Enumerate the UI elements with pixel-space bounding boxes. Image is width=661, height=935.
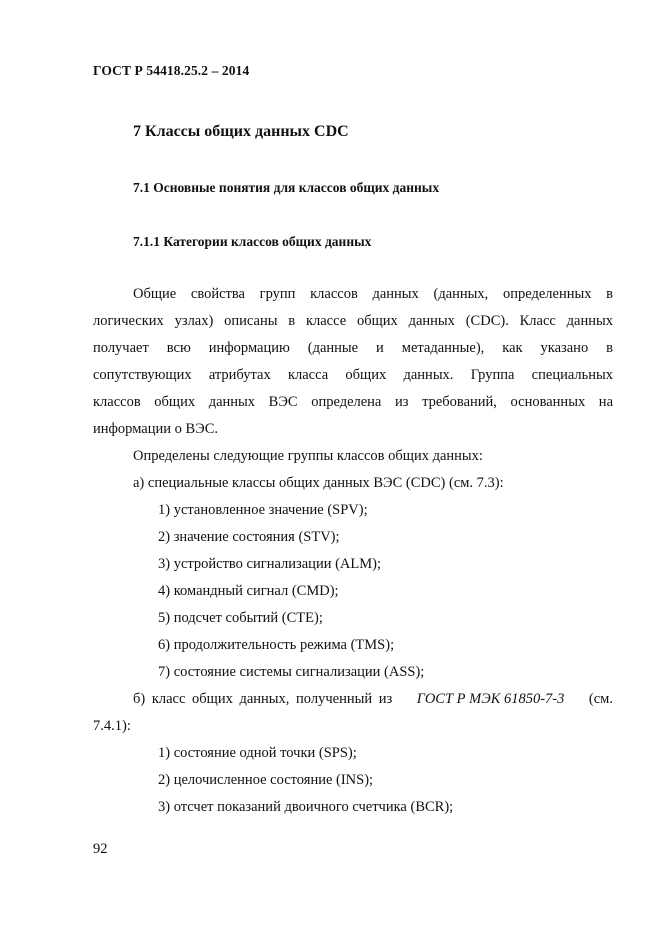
section-title: 7 Классы общих данных CDC (133, 123, 349, 140)
list-item: 7) состояние системы сигнализации (ASS); (158, 664, 425, 680)
list-item: 3) отсчет показаний двоичного счетчика (BCR); (158, 799, 454, 815)
paragraph-intro: Определены следующие группы классов общих данных: (133, 448, 483, 464)
paragraph-line: получает всю информацию (данные и метаданные), как указано в (93, 340, 613, 356)
list-item: 1) состояние одной точки (SPS); (158, 745, 357, 761)
list-item: 6) продолжительность режима (TMS); (158, 637, 395, 653)
paragraph-line: логических узлах) описаны в классе общих данных (CDC). Класс данных (93, 313, 613, 329)
paragraph-line: сопутствующих атрибутах класса общих данных. Группа специальных (93, 367, 613, 383)
list-item: 3) устройство сигнализации (ALM); (158, 556, 381, 572)
subsubsection-title: 7.1.1 Категории классов общих данных (133, 234, 372, 249)
list-item: 5) подсчет событий (CTE); (158, 610, 323, 626)
document-code-header: ГОСТ Р 54418.25.2 – 2014 (93, 63, 250, 78)
paragraph-line: информации о ВЭС. (93, 421, 219, 437)
list-group-a-title: а) специальные классы общих данных ВЭС (CDC) (см. 7.3): (133, 475, 504, 491)
page-number: 92 (93, 841, 108, 857)
paragraph-line: Общие свойства групп классов данных (данных, определенных в (133, 286, 613, 302)
list-item: 1) установленное значение (SPV); (158, 502, 368, 518)
list-group-b-title-continuation: 7.4.1): (93, 718, 131, 734)
paragraph-line: классов общих данных ВЭС определена из требований, основанных на (93, 394, 613, 410)
list-group-b-title (133, 691, 613, 708)
group-b-title-start: б) класс общих данных, полученный из (133, 691, 393, 707)
list-item: 2) значение состояния (STV); (158, 529, 340, 545)
subsection-title: 7.1 Основные понятия для классов общих данных (133, 180, 440, 195)
standard-reference: ГОСТ Р МЭК 61850-7-3 (416, 691, 565, 707)
group-b-title-end: (см. (588, 691, 613, 707)
list-item: 2) целочисленное состояние (INS); (158, 772, 374, 788)
list-item: 4) командный сигнал (CMD); (158, 583, 339, 599)
